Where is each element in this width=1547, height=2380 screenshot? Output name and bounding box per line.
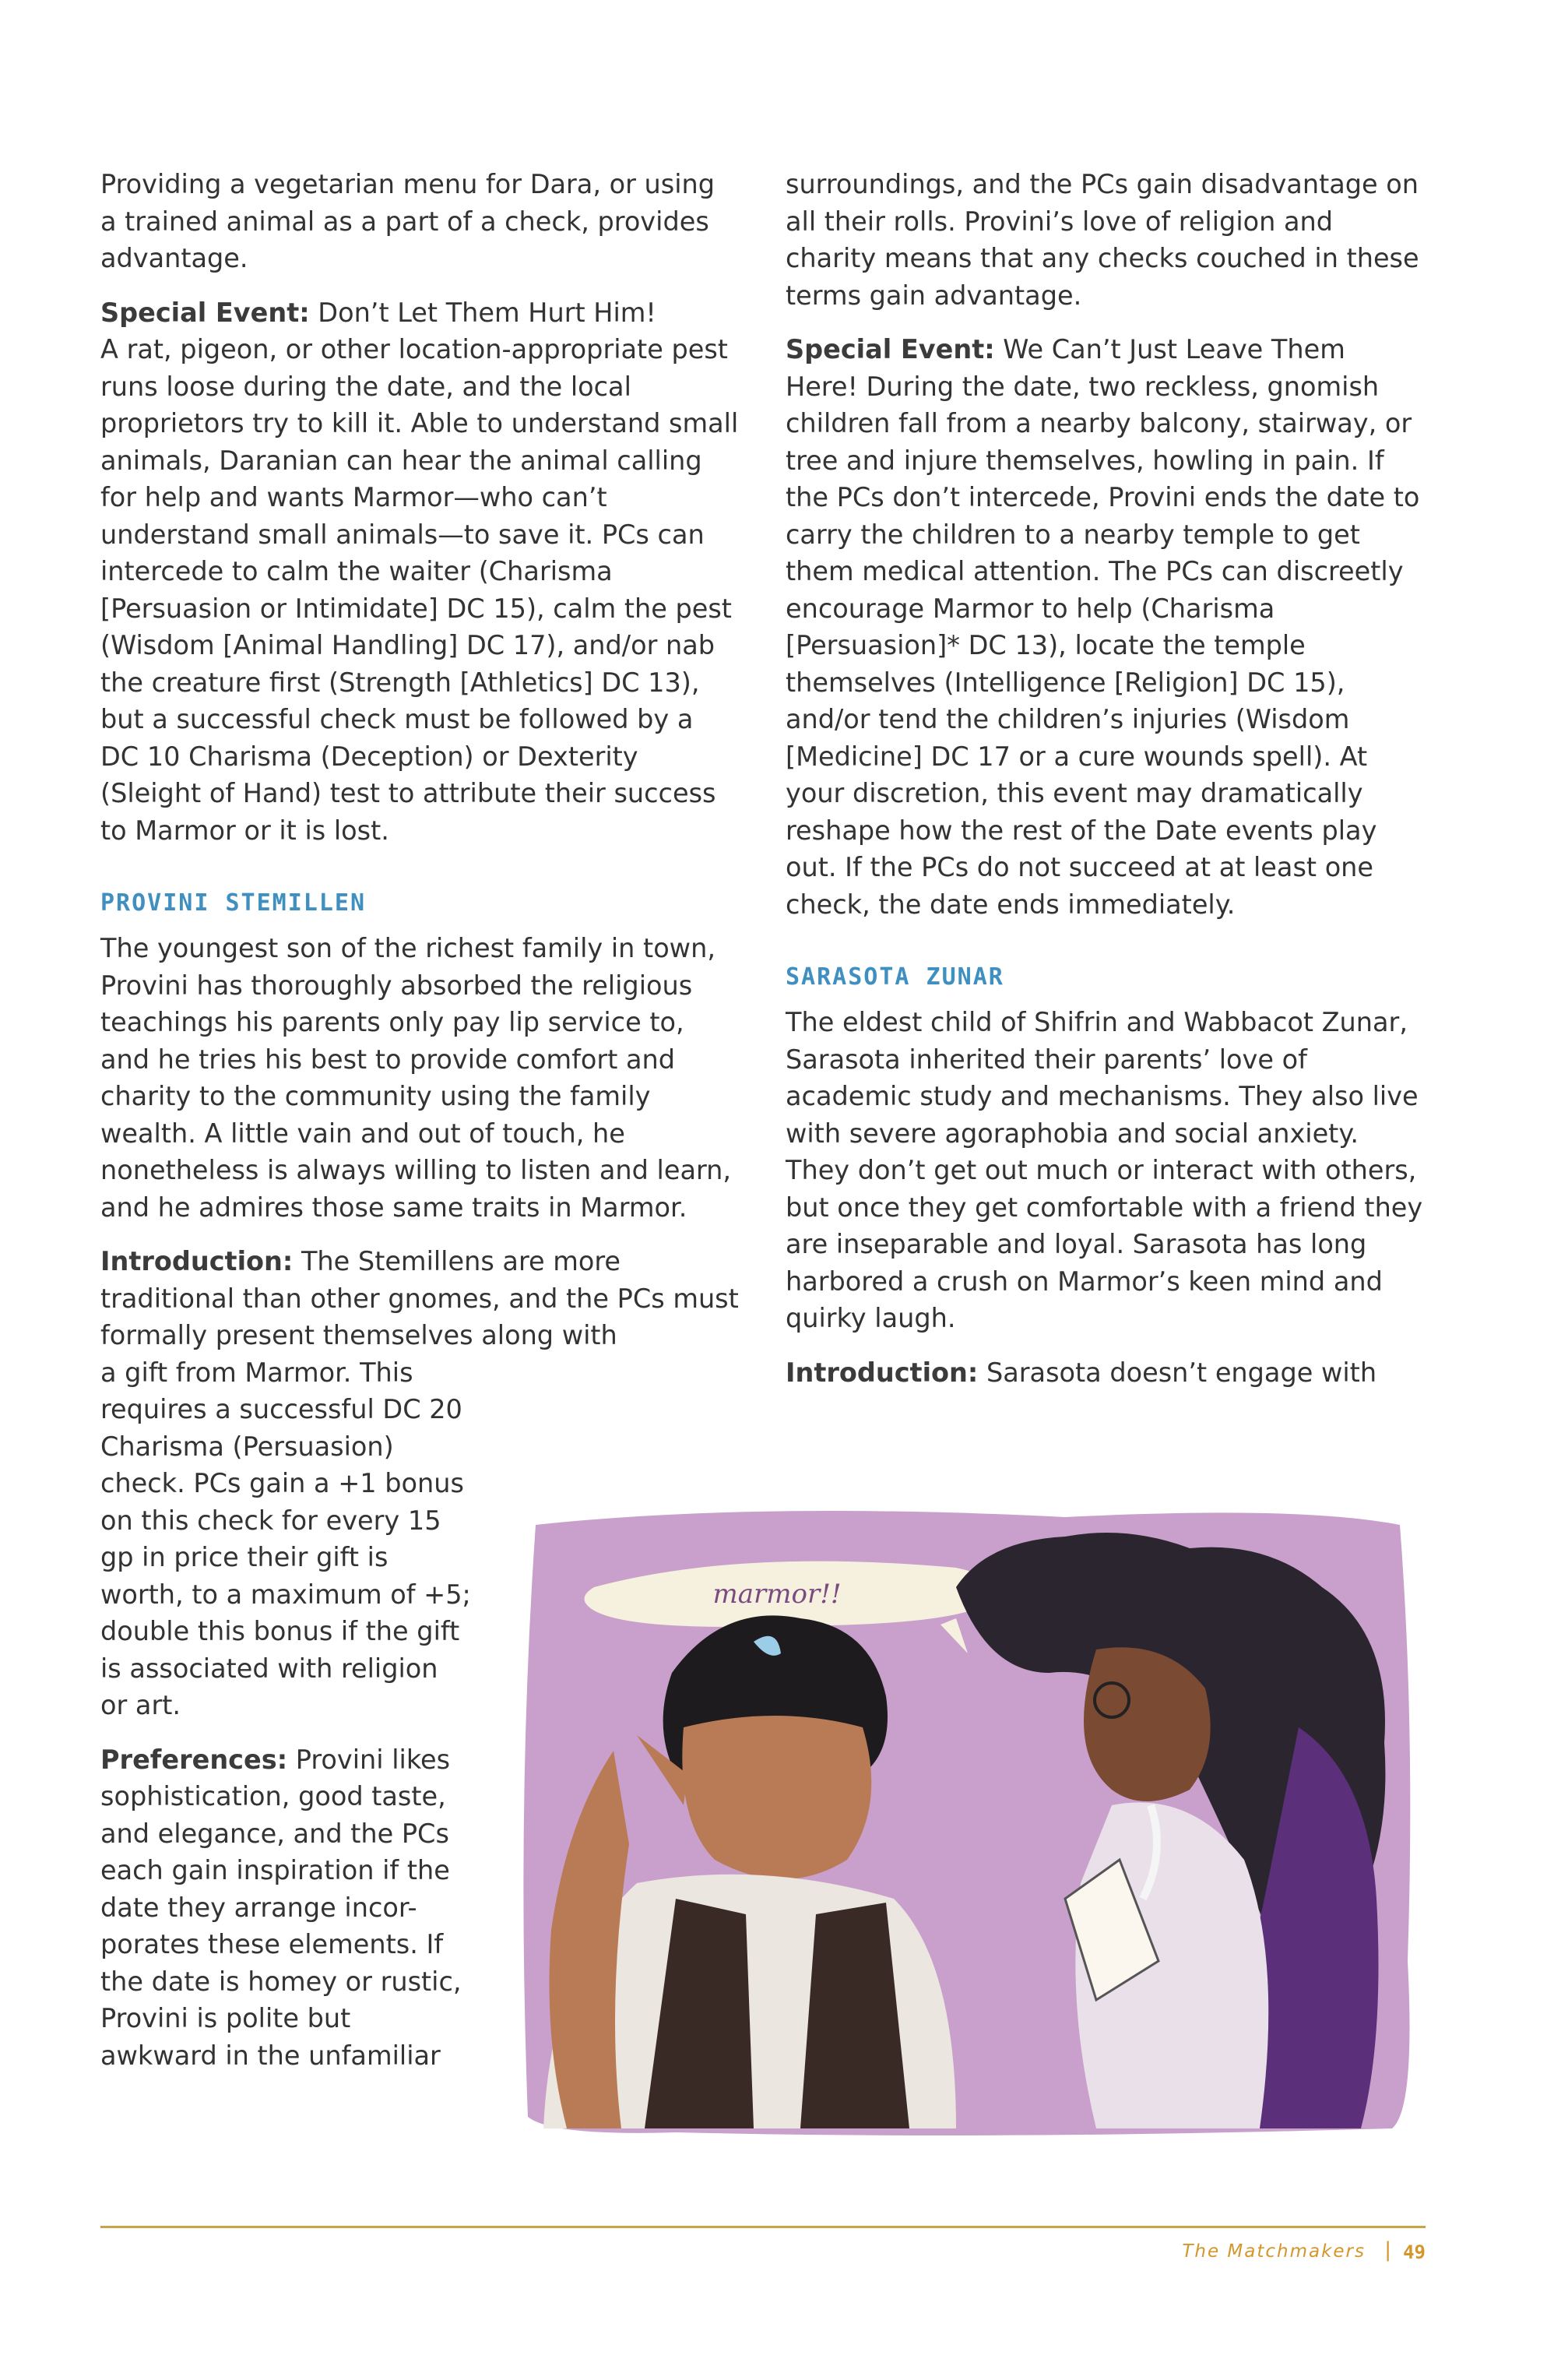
introduction-text: Sarasota doesn’t engage with — [986, 1357, 1377, 1388]
right-column — [786, 166, 1424, 1408]
footer-separator: | — [1384, 2238, 1391, 2262]
page-number: 49 — [1403, 2241, 1426, 2263]
introduction-paragraph — [786, 1354, 1424, 1392]
special-event-title: Don’t Let Them Hurt Him! — [318, 297, 656, 328]
introduction-label: Introduction: — [100, 1246, 294, 1276]
special-event-paragraph — [100, 294, 739, 850]
special-event-paragraph — [786, 331, 1424, 923]
introduction-continued: a gift from Marmor. This requires a successful DC 20 Charisma (Persuasion) check. PCs gain a +1 bonus on this check for every 15 gp in price their gift is worth, to a maximum of +5; double this bonus if the gift is associated with religion or art. — [100, 1357, 471, 1720]
section-heading-sarasota: SARASOTA ZUNAR — [786, 963, 1004, 991]
preferences-label: Preferences: — [100, 1744, 288, 1775]
special-event-text: We Can’t Just Leave Them Here! During the date, two reckless, gnomish children fall from a nearby balcony, stairway, or tree and injure themselves, howling in pain. If the PCs don’t intercede, Provini ends the date to carry the children to a nearby temple to get them medical attention. The PCs can discreetly encourage Marmor to help (Charisma [Persuasion]* DC 13), locate the temple themselves (Intelligence [Religion] DC 15), and/or tend the children’s injuries (Wisdom [Medicine] DC 17 or a cure wounds spell). At your discretion, this event may dramatically reshape how the rest of the Date events play out. If the PCs do not succeed at at least one check, the date ends immediately. — [786, 334, 1420, 920]
introduction-label: Introduction: — [786, 1357, 979, 1388]
footer-book-title: The Matchmakers — [1182, 2241, 1366, 2262]
special-event-text: A rat, pigeon, or other location-appropriate pest runs loose during the date, and the local proprietors try to kill it. Able to understand small animals, Daranian can hear the animal calling for help and wants Marmor—who can’t understand small animals—to save it. PCs can intercede to calm the waiter (Charisma [Persuasion or Intimidate] DC 15), calm the pest (Wisdom [Animal Handling] DC 17), and/or nab the creature first (Strength [Athletics] DC 13), but a successful check must be followed by a DC 10 Charisma (Deception) or Dexterity (Sleight of Hand) test to attribute their success to Marmor or it is lost. — [100, 334, 739, 846]
bio-paragraph: The youngest son of the richest family in town, Provini has thoroughly absorbed the religious teachings his parents only pay lip service to, and he tries his best to provide comfort and charity to the community using the family wealth. A little vain and out of touch, he nonetheless is always willing to listen and learn, and he admires those same traits in Marmor. — [100, 933, 732, 1223]
paragraph: Providing a vegetarian menu for Dara, or using a trained animal as a part of a check, provides advantage. — [100, 169, 715, 273]
introduction-text: The Stemillens are more traditional than other gnomes, and the PCs must formally present themselves along with — [100, 1246, 739, 1350]
section-heading-provini: PROVINI STEMILLEN — [100, 889, 367, 917]
preferences-text: Provini likes sophistication, good taste, and elegance, and the PCs each gain inspiration if the date they arrange incor-porates these elements. If the date is homey or rustic, Provini is polite but awkward in the unfamiliar — [100, 1744, 462, 2071]
provini-face — [682, 1716, 871, 1879]
speech-text: marmor!! — [712, 1579, 842, 1610]
bio-paragraph: The eldest child of Shifrin and Wabbacot Zunar, Sarasota inherited their parents’ love of academic study and mechanisms. They also live with severe agoraphobia and social anxiety. They don’t get out much or interact with others, but once they get comfortable with a friend they are inseparable and loyal. Sarasota has long harbored a crush on Marmor’s keen mind and quirky laugh. — [786, 1007, 1423, 1333]
character-illustration — [520, 1494, 1423, 2140]
paragraph: surroundings, and the PCs gain disadvantage on all their rolls. Provini’s love of religion and charity means that any checks couched in these terms gain advantage. — [786, 169, 1419, 311]
special-event-label: Special Event: — [786, 334, 995, 364]
introduction-paragraph — [100, 1243, 739, 1354]
footer-divider — [100, 2226, 1426, 2228]
special-event-label: Special Event: — [100, 297, 310, 328]
preferences-paragraph — [100, 1741, 473, 2075]
